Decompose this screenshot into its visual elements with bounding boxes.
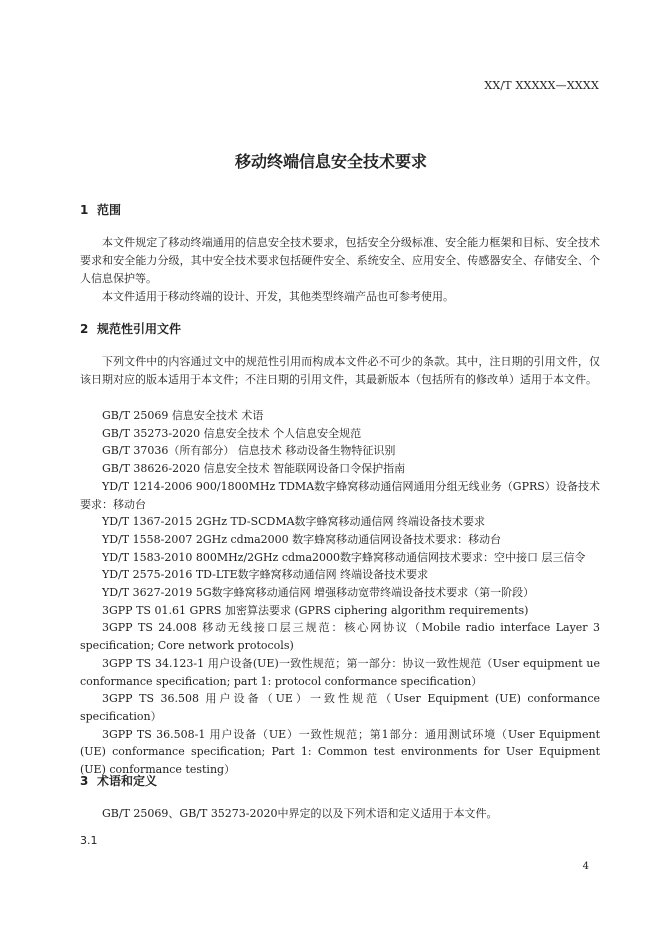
section-number: 2 [80, 322, 89, 336]
normative-references-intro: 下列文件中的内容通过文中的规范性引用而构成本文件必不可少的条款。其中，注日期的引用文件，仅该日期对应的版本适用于本文件；不注日期的引用文件，其最新版本（包括所有的修改单）适用于本文件。 [80, 355, 600, 386]
reference-item: 3GPP TS 36.508 用户设备（UE）一致性规范（User Equipment (UE) conformance specification） [80, 692, 600, 723]
section-1-heading [80, 201, 121, 218]
document-title: 移动终端信息安全技术要求 [234, 152, 427, 171]
section-3-heading [80, 772, 157, 789]
reference-item: 3GPP TS 01.61 GPRS 加密算法要求 (GPRS ciphering algorithm requirements) [102, 603, 529, 617]
scope-paragraph-2: 本文件适用于移动终端的设计、开发，其他类型终端产品也可参考使用。 [102, 290, 454, 303]
reference-item: GB/T 37036（所有部分） 信息技术 移动设备生物特征识别 [102, 444, 396, 458]
reference-item: YD/T 1214-2006 900/1800MHz TDMA数字蜂窝移动通信网通用分组无线业务（GPRS）设备技术要求：移动台 [80, 479, 600, 511]
section-title: 术语和定义 [97, 774, 158, 788]
section-title: 规范性引用文件 [97, 322, 182, 336]
reference-item: GB/T 25069 信息安全技术 术语 [102, 409, 264, 422]
reference-item: YD/T 1583-2010 800MHz/2GHz cdma2000数字蜂窝移动通信网技术要求：空中接口 层三信令 [102, 550, 586, 564]
reference-list [80, 407, 600, 779]
reference-item: GB/T 35273-2020 信息安全技术 个人信息安全规范 [102, 426, 362, 440]
section-number: 1 [80, 203, 89, 217]
reference-item: 3GPP TS 34.123-1 用户设备(UE)一致性规范；第一部分：协议一致性规范（User equipment ue conformance specification; part 1: protocol conformance specification） [80, 656, 600, 688]
scope-paragraph-1: 本文件规定了移动终端通用的信息安全技术要求，包括安全分级标准、安全能力框架和目标、安全技术要求和安全能力分级，其中安全技术要求包括硬件安全、系统安全、应用安全、传感器安全、存储安全、个人信息保护等。 [80, 236, 600, 285]
reference-item: YD/T 1367-2015 2GHz TD-SCDMA数字蜂窝移动通信网 终端设备技术要求 [102, 515, 486, 529]
section-2-heading [80, 320, 181, 337]
reference-item: 3GPP TS 36.508-1 用户设备（UE）一致性规范；第1部分：通用测试环境（User Equipment (UE) conformance specification; Part 1: Common test environments for User Equipment (UE) conformance testing） [80, 727, 600, 777]
terms-definitions-paragraph: GB/T 25069、GB/T 35273-2020中界定的以及下列术语和定义适用于本文件。 [102, 807, 498, 820]
clause-number: 3.1 [80, 834, 98, 847]
reference-item: 3GPP TS 24.008 移动无线接口层三规范：核心网协议（Mobile radio interface Layer 3 specification; Core network protocols) [80, 621, 600, 653]
section-number: 3 [80, 774, 89, 788]
standard-code: XX/T XXXXX—XXXX [484, 79, 599, 92]
reference-item: YD/T 1558-2007 2GHz cdma2000 数字蜂窝移动通信网设备技术要求：移动台 [102, 532, 502, 546]
reference-item: YD/T 2575-2016 TD-LTE数字蜂窝移动通信网 终端设备技术要求 [102, 568, 429, 582]
reference-item: YD/T 3627-2019 5G数字蜂窝移动通信网 增强移动宽带终端设备技术要求（第一阶段） [102, 586, 535, 600]
reference-item: GB/T 38626-2020 信息安全技术 智能联网设备口令保护指南 [102, 462, 406, 476]
section-title: 范围 [97, 203, 122, 217]
page-number: 4 [582, 861, 589, 872]
